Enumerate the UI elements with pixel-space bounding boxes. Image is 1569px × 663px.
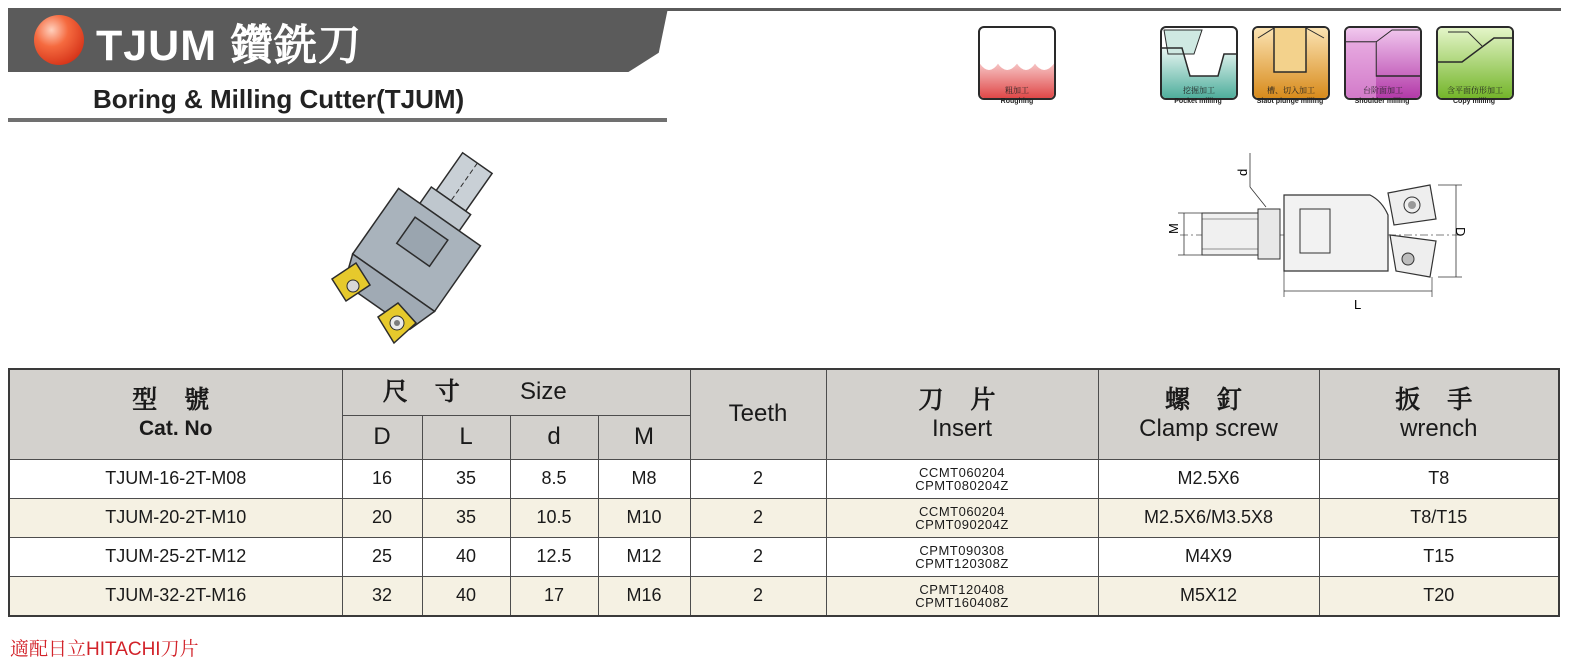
hitachi-insert-note: 適配日立HITACHI刀片 xyxy=(10,639,199,660)
wrench-cell: T15 xyxy=(1319,537,1559,576)
L-cell: 40 xyxy=(422,576,510,616)
d-cell: 17 xyxy=(510,576,598,616)
insert-cell: CPMT090308 CPMT120308Z xyxy=(826,537,1098,576)
spec-table xyxy=(8,368,1560,617)
cat-no-header: 型 號 Cat. No xyxy=(9,369,342,459)
clamp-screw-cell: M2.5X6/M3.5X8 xyxy=(1098,498,1319,537)
copy-milling-en: Copy milling xyxy=(1453,98,1495,105)
col-D-header: D xyxy=(342,415,422,459)
wrench-cell: T8 xyxy=(1319,459,1559,498)
clamp-screw-cell: M2.5X6 xyxy=(1098,459,1319,498)
dim-L-label: L xyxy=(1354,297,1362,312)
cutter-isometric-illustration xyxy=(320,145,520,350)
copy-milling-zh: 含平面仿形加工 xyxy=(1447,86,1503,95)
shoulder-milling-zh: 台阶面加工 xyxy=(1363,86,1403,95)
table-row xyxy=(9,459,1559,498)
cat-no-cell: TJUM-20-2T-M10 xyxy=(9,498,342,537)
teeth-cell: 2 xyxy=(690,459,826,498)
pocket-milling-en: Pocket milling xyxy=(1174,98,1222,105)
teeth-cell: 2 xyxy=(690,576,826,616)
col-M-header: M xyxy=(598,415,690,459)
header-ball-icon xyxy=(34,15,84,65)
shoulder-milling-icon xyxy=(1344,26,1422,100)
L-cell: 40 xyxy=(422,537,510,576)
clamp-screw-cell: M5X12 xyxy=(1098,576,1319,616)
shoulder-milling-en: Shoulder milling xyxy=(1354,98,1410,105)
dim-D-label: D xyxy=(1453,227,1468,237)
M-cell: M12 xyxy=(598,537,690,576)
cat-no-cell: TJUM-32-2T-M16 xyxy=(9,576,342,616)
wrench-header: 扳 手 wrench xyxy=(1319,369,1559,459)
insert-cell: CCMT060204 CPMT080204Z xyxy=(826,459,1098,498)
pocket-milling-icon xyxy=(1160,26,1238,100)
table-row xyxy=(9,576,1559,616)
slot-plunge-milling-icon xyxy=(1252,26,1330,100)
pocket-milling-zh: 挖掘加工 xyxy=(1183,86,1215,95)
slot-plunge-milling-zh: 槽、切入加工 xyxy=(1267,86,1315,95)
D-cell: 16 xyxy=(342,459,422,498)
cat-no-cell: TJUM-25-2T-M12 xyxy=(9,537,342,576)
dim-d-label: d xyxy=(1235,168,1250,176)
page-subtitle: Boring & Milling Cutter(TJUM) xyxy=(93,84,465,114)
D-cell: 32 xyxy=(342,576,422,616)
cutter-dimension-drawing xyxy=(1150,145,1480,315)
d-cell: 8.5 xyxy=(510,459,598,498)
L-cell: 35 xyxy=(422,459,510,498)
slot-plunge-milling-en: Slaot plunge milling xyxy=(1256,98,1324,105)
insert-cell: CCMT060204 CPMT090204Z xyxy=(826,498,1098,537)
dim-M-label: M xyxy=(1166,223,1181,234)
D-cell: 25 xyxy=(342,537,422,576)
D-cell: 20 xyxy=(342,498,422,537)
clamp-screw-cell: M4X9 xyxy=(1098,537,1319,576)
insert-header: 刀 片 Insert xyxy=(826,369,1098,459)
d-cell: 12.5 xyxy=(510,537,598,576)
insert-cell: CPMT120408 CPMT160408Z xyxy=(826,576,1098,616)
roughing-en: Roughing xyxy=(1000,98,1034,105)
size-en-header: Size xyxy=(510,369,690,415)
M-cell: M10 xyxy=(598,498,690,537)
cat-no-cell: TJUM-16-2T-M08 xyxy=(9,459,342,498)
subtitle-underline xyxy=(8,118,667,122)
table-row xyxy=(9,498,1559,537)
copy-milling-icon xyxy=(1436,26,1514,100)
teeth-header: Teeth xyxy=(690,369,826,459)
M-cell: M8 xyxy=(598,459,690,498)
M-cell: M16 xyxy=(598,576,690,616)
col-L-header: L xyxy=(422,415,510,459)
roughing-zh: 粗加工 xyxy=(1005,86,1029,95)
L-cell: 35 xyxy=(422,498,510,537)
d-cell: 10.5 xyxy=(510,498,598,537)
size-zh-header: 尺 寸 xyxy=(342,369,510,415)
roughing-icon xyxy=(978,26,1056,100)
teeth-cell: 2 xyxy=(690,498,826,537)
col-d-header: d xyxy=(510,415,598,459)
clamp-screw-header: 螺 釘 Clamp screw xyxy=(1098,369,1319,459)
wrench-cell: T20 xyxy=(1319,576,1559,616)
page-title: TJUM 鑽銑刀 xyxy=(96,22,362,70)
wrench-cell: T8/T15 xyxy=(1319,498,1559,537)
teeth-cell: 2 xyxy=(690,537,826,576)
table-row xyxy=(9,537,1559,576)
